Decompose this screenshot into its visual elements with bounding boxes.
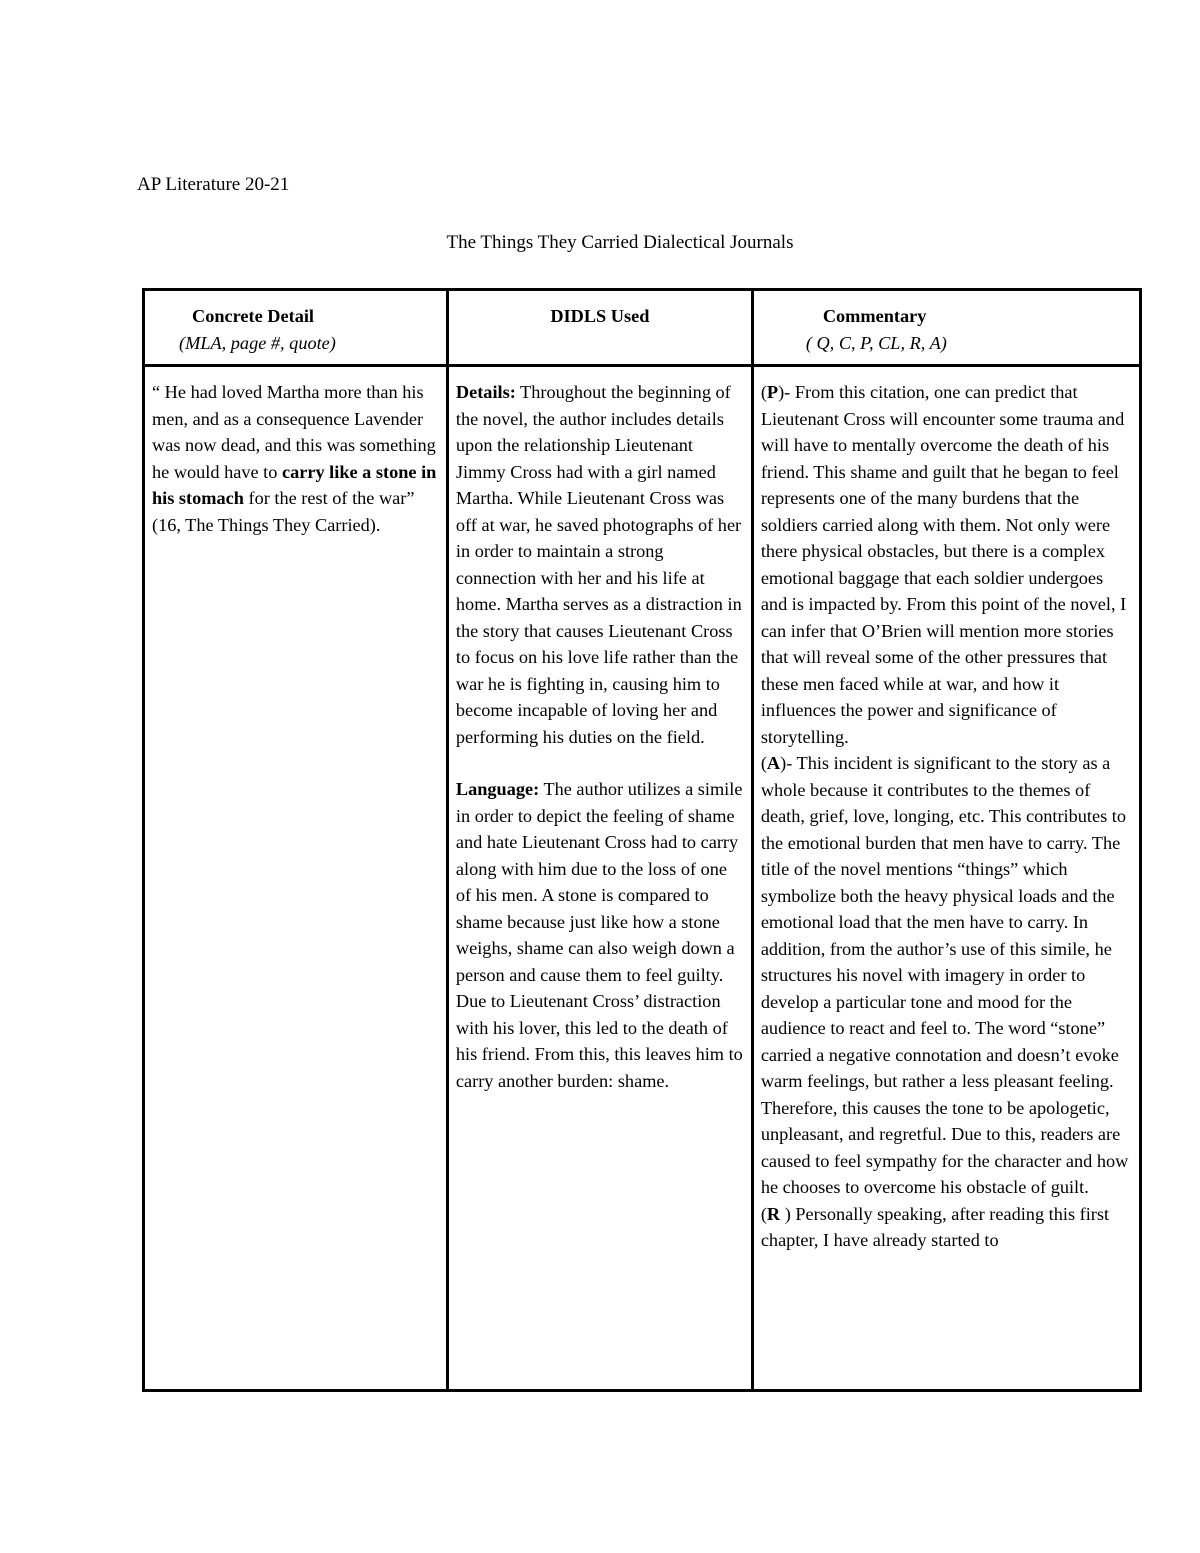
table-header-row xyxy=(144,290,1141,366)
paren: ( xyxy=(760,1203,767,1224)
header-concrete-detail xyxy=(144,290,448,366)
reflection-label: R xyxy=(766,1203,785,1224)
language-text: The author utilizes a simile in order to depict the feeling of shame and hate Lieutenant Cross had to carry along with him due to the loss of one of his men. A stone is compared to shame because just like how a stone weighs, shame can also weigh down a person and cause them to feel guilty. Due to Lieutenant Cross’ distraction with his lover, this led to the death of his friend. From this, this leaves him to carry another burden: shame. xyxy=(455,779,743,1091)
prediction-text: )- From this citation, one can predict that Lieutenant Cross will encounter some trauma and will have to mentally overcome the death of his friend. This shame and guilt that he began to feel represents one of the many burdens that the soldiers carried along with them. Not only were there physical obstacles, but there is a complex emotional baggage that each soldier undergoes and is impacted by. From this point of the novel, I can infer that O’Brien will mention more stories that will reveal some of the other pressures that these men faced while at war, and how it influences the power and significance of storytelling. xyxy=(760,382,1127,747)
prediction-label: P xyxy=(766,382,779,402)
header-sublabel: (MLA, page #, quote) xyxy=(179,332,336,353)
table-row xyxy=(144,366,1141,1391)
header-commentary xyxy=(752,290,1140,366)
commentary-cell xyxy=(752,366,1140,1391)
details-text: Throughout the beginning of the novel, the author includes details upon the relationship Lieutenant Jimmy Cross had with a girl named Martha. While Lieutenant Cross was off at war, he saved photographs of her in order to maintain a strong connection with her and his life at home. Martha serves as a distraction in the story that causes Lieutenant Cross to focus on his love life rather than the war he is fighting in, causing him to become incapable of loving her and performing his duties on the field. xyxy=(455,382,742,747)
quote-part: for the rest of the war” (16, The Things They Carried). xyxy=(152,488,415,535)
analysis-text: )- This incident is significant to the story as a whole because it contributes to the themes of death, grief, love, longing, etc. This contributes to the emotional burden that men have to carry. The title of the novel mentions “things” which symbolize both the heavy physical loads and the emotional load that the men have to carry. In addition, from the author’s use of this simile, he structures his novel with imagery in order to develop a particular tone and mood for the audience to react and feel to. The word “stone” carried a negative connotation and doesn’t evoke warm feelings, but rather a less pleasant feeling. Therefore, this causes the tone to be apologetic, unpleasant, and regretful. Due to this, readers are caused to feel sympathy for the character and how he chooses to overcome his obstacle of guilt. xyxy=(760,753,1129,1197)
paren: ( xyxy=(760,753,767,773)
course-heading: AP Literature 20-21 xyxy=(137,174,290,195)
commentary-reflection xyxy=(761,1201,1133,1254)
commentary-prediction xyxy=(761,379,1133,750)
language-label: Language: xyxy=(455,779,540,799)
language-paragraph xyxy=(456,776,745,1094)
concrete-detail-cell xyxy=(144,366,448,1391)
header-label: DIDLS Used xyxy=(550,306,650,326)
reflection-text: ) Personally speaking, after reading this first chapter, I have already started to xyxy=(760,1203,1110,1250)
header-label: Concrete Detail xyxy=(192,306,314,326)
header-sublabel: ( Q, C, P, CL, R, A) xyxy=(805,332,947,353)
quote-text xyxy=(152,379,440,538)
quote-part: “ He had loved Martha more than his men, and as a consequence Lavender was now dead, and this was something he would have to xyxy=(152,382,436,482)
header-label: Commentary xyxy=(822,306,927,326)
paren: ( xyxy=(760,382,767,402)
document-title: The Things They Carried Dialectical Journals xyxy=(446,232,794,253)
didls-cell xyxy=(447,366,752,1391)
analysis-label: A xyxy=(766,753,781,773)
commentary-analysis xyxy=(761,750,1133,1201)
details-label: Details: xyxy=(455,382,516,402)
quote-bold-part: carry like a stone in his stomach xyxy=(152,461,437,508)
header-didls-used xyxy=(447,290,752,366)
dialectical-journal-table xyxy=(142,288,1142,1392)
details-paragraph xyxy=(456,379,745,750)
